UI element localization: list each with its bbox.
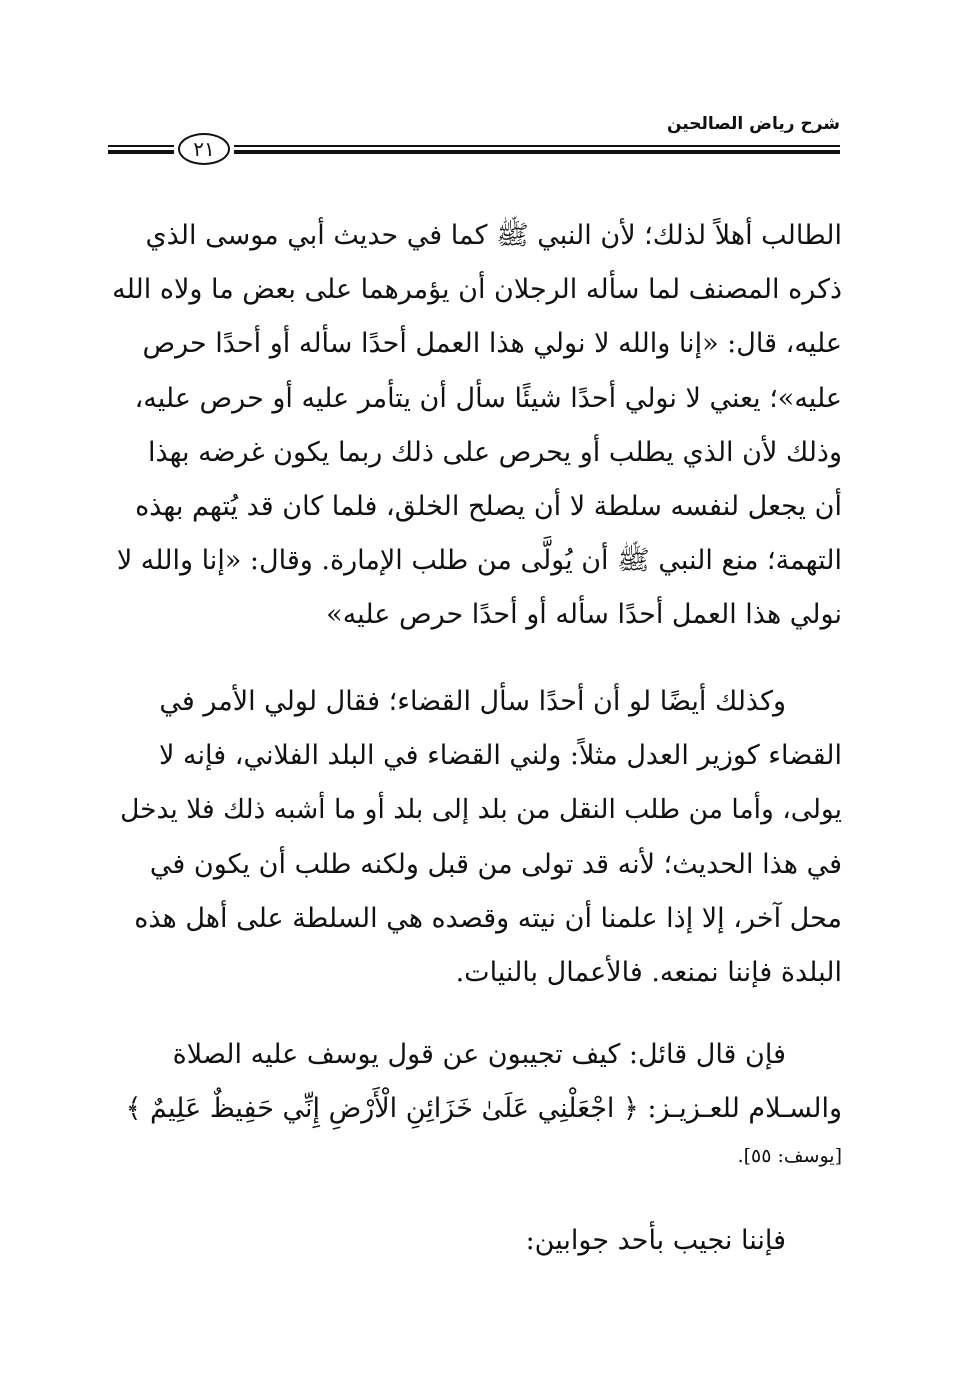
- text-line: يولى، وأما من طلب النقل من بلد إلى بلد أو ما أشبه ذلك فلا يدخل: [120, 794, 842, 826]
- text-line: في هذا الحديث؛ لأنه قد تولى من قبل ولكنه طلب أن يكون في: [149, 848, 842, 880]
- page-number: ٢١: [178, 133, 230, 165]
- text-line: نولي هذا العمل أحدًا سأله أو أحدًا حرص عليه»: [326, 599, 842, 631]
- text-line: الطالب أهلاً لذلك؛ لأن النبي ﷺ كما في حديث أبي موسى الذي: [145, 220, 842, 251]
- text-line: فإن قال قائل: كيف تجيبون عن قول يوسف عليه الصلاة: [172, 1039, 786, 1070]
- text-line: عليه»؛ يعني لا نولي أحدًا شيئًا سأل أن يتأمر عليه أو حرص عليه،: [134, 382, 842, 414]
- text-line: أن يجعل لنفسه سلطة لا أن يصلح الخلق، فلما كان قد يُتهم بهذه: [135, 491, 842, 523]
- book-title: شرح رياض الصالحين: [666, 114, 840, 134]
- text-line: البلدة فإننا نمنعه. فالأعمال بالنيات.: [455, 957, 842, 989]
- quran-verse-line: والسـلام للعـزيـز: ﴿ اجْعَلْنِي عَلَىٰ خَزَائِنِ الْأَرْضِ إِنِّي حَفِيظٌ عَلِيمٌ ﴾: [125, 1093, 842, 1125]
- text-line: فإننا نجيب بأحد جوابين:: [525, 1225, 786, 1256]
- paragraph-4: [108, 1214, 842, 1268]
- paragraph-1: [108, 209, 842, 643]
- text-line: التهمة؛ منع النبي ﷺ أن يُولَّى من طلب الإمارة. وقال: «إنا والله لا: [116, 545, 842, 577]
- verse-citation: [يوسف: ٥٥].: [737, 1145, 842, 1168]
- text-line: وكذلك أيضًا لو أن أحدًا سأل القضاء؛ فقال لولي الأمر في: [159, 686, 786, 717]
- header-rule-right: [234, 145, 840, 154]
- text-line: وذلك لأن الذي يطلب أو يحرص على ذلك ربما يكون غرضه بهذا: [147, 436, 842, 468]
- page-header: [108, 112, 840, 172]
- text-line: ذكره المصنف لما سأله الرجلان أن يؤمرهما على بعض ما ولاه الله: [112, 274, 842, 306]
- text-line: محل آخر، إلا إذا علمنا أن نيته وقصده هي السلطة على أهل هذه: [134, 902, 842, 934]
- paragraph-2: [108, 675, 842, 1000]
- header-rule-left: [108, 145, 174, 154]
- paragraph-3: [108, 1028, 842, 1176]
- text-line: عليه، قال: «إنا والله لا نولي هذا العمل أحدًا سأله أو أحدًا حرص: [142, 328, 842, 360]
- text-line: القضاء كوزير العدل مثلاً: ولني القضاء في البلد الفلاني، فإنه لا: [159, 740, 842, 772]
